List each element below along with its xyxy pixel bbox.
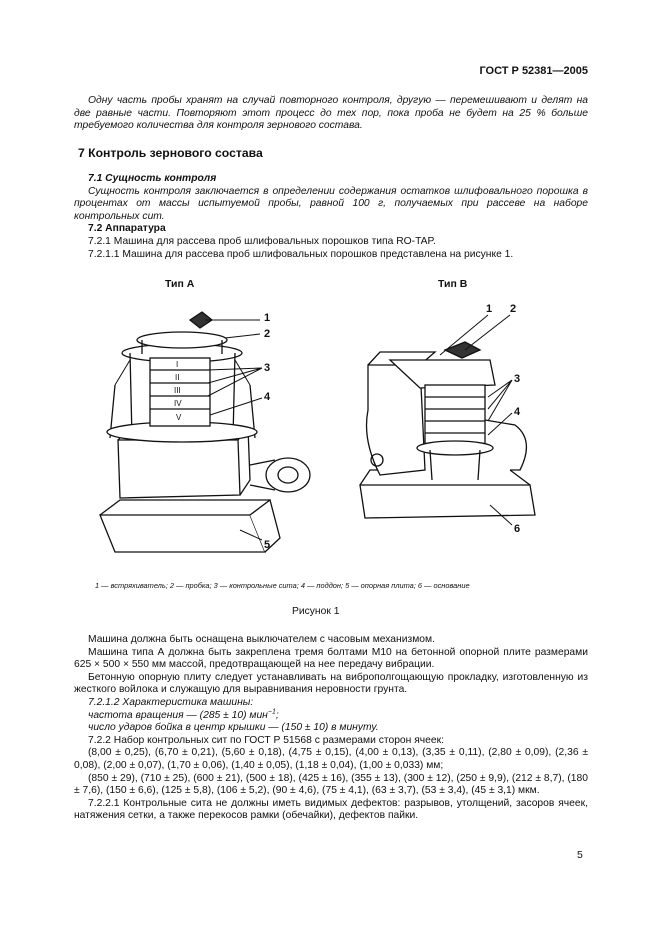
machine-type-a [100,312,310,552]
callout-b-3: 3 [514,373,521,385]
body-p4: 7.2.1.2 Характеристика машины: [88,696,254,708]
machine-type-b [360,342,535,518]
section-7-body [74,173,588,261]
callout-b-4: 4 [514,406,521,418]
callout-b-6: 6 [514,523,521,535]
intro-text: Одну часть пробы хранят на случай повторного контроля, другую — перемешивают и делят на две равные части. Повторяют этот процесс до тех пор, пока проба не будет на 25 % больше требуемого количества для контроля зернового состава. [74,95,588,132]
figure-type-b-label: Тип В [438,278,468,290]
sieve-mark-5: V [176,413,182,422]
body-p1: Машина должна быть оснащена выключателем с часовым механизмом. [88,634,435,645]
section-7-title: 7 Контроль зернового состава [78,146,263,160]
callout-a-3: 3 [264,362,271,374]
body-p7: 7.2.2 Набор контрольных сит по ГОСТ Р 51568 с размерами сторон ячеек: [88,734,444,746]
body-p10: 7.2.2.1 Контрольные сита не должны иметь видимых дефектов: разрывов, утолщений, засоров ячеек, натяжения сетки, а также перекосов рамки (обечайки), дефектов пайки. [74,797,588,822]
body-p5 [74,710,588,723]
sieve-mark-4: IV [174,399,182,408]
body-p8: (8,00 ± 0,25), (6,70 ± 0,21), (5,60 ± 0,18), (4,75 ± 0,15), (4,00 ± 0,13), (3,35 ± 0,11), (2,80 ± 0,09), (2,36 ± 0,08), (2,00 ± 0,07), (1,70 ± 0,06), (1,40 ± 0,05), (1,18 ± 0,04), (1,00 ± 0,033) мм; [74,747,588,771]
callout-a-2: 2 [264,328,271,340]
callout-b-2: 2 [510,303,517,315]
sieve-mark-2: II [175,373,180,382]
body-p9: (850 ± 29), (710 ± 25), (600 ± 21), (500 ± 18), (425 ± 16), (355 ± 13), (300 ± 12), (250 ± 9,9), (212 ± 8,7), (180 ± 7,6), (150 ± 6,6), (125 ± 5,8), (106 ± 5,2), (90 ± 4,6), (75 ± 4,1), (63 ± 3,7), (53 ± 3,4), (45 ± 3,1) мкм. [74,772,588,797]
subsection-7-1-title: 7.1 Сущность контроля [88,173,217,184]
callout-a-5: 5 [264,539,271,551]
rotation-frequency-text: частота вращения — (285 ± 10) мин [88,709,268,721]
sieve-mark-3: III [174,386,181,395]
body-p3: Бетонную опорную плиту следует устанавливать на виброполгощающую прокладку, изготовленную из жесткого войлока и служащую для выравнивания неровности грунта. [74,671,588,696]
page-number: 5 [577,849,583,861]
clause-7-2-1-1: 7.2.1.1 Машина для рассева проб шлифовальных порошков представлена на рисунке 1. [88,248,514,260]
callout-a-1: 1 [264,312,271,324]
callout-b-1: 1 [486,303,493,315]
figure-1-drawing [90,290,570,570]
document-id-header: ГОСТ Р 52381—2005 [479,65,588,77]
figure-caption: Рисунок 1 [292,606,340,617]
subsection-7-2-title: 7.2 Аппаратура [88,223,166,235]
body-text [74,634,588,823]
rotation-frequency-end: ; [275,709,279,721]
rotation-frequency-exponent: −1 [267,708,276,716]
body-p6: число ударов бойка в центр крышки — (150 ± 10) в минуту. [88,722,379,734]
figure-type-a-label: Тип А [165,278,195,290]
callout-a-4: 4 [264,391,271,403]
body-p2: Машина типа А должна быть закреплена тремя болтами М10 на бетонной опорной плите размерами 625 × 500 × 550 мм массой, предотвращающей на нее передачу вибрации. [74,646,588,671]
subsection-7-1-text: Сущность контроля заключается в определении содержания остатков шлифовального порошка в процентах от массы испытуемой пробы, равной 100 г, получаемых при рассеве на наборе контрольных сит. [74,185,588,222]
sieve-mark-1: I [176,360,179,369]
intro-paragraph [74,95,588,133]
clause-7-2-1: 7.2.1 Машина для рассева проб шлифовальных порошков типа RO-TAP. [88,235,436,247]
figure-legend: 1 — встряхиватель; 2 — пробка; 3 — контрольные сита; 4 — поддон; 5 — опорная плита; 6 — основание [95,581,470,590]
